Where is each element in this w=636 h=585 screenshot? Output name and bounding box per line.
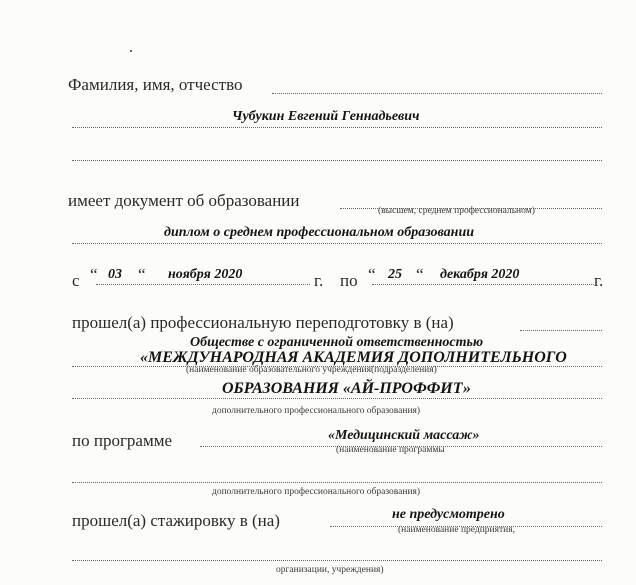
program-value: «Медицинский массаж» xyxy=(328,428,480,443)
period-to-underline xyxy=(372,284,594,285)
period-from-quote-open: “ xyxy=(90,265,98,284)
education-label: имеет документ об образовании xyxy=(68,191,300,210)
education-hint: (высшем, среднем профессиональном) xyxy=(378,206,535,216)
internship-label: прошел(а) стажировку в (на) xyxy=(72,511,280,530)
retraining-hint1: (наименование образовательного учреждения(подразделения) xyxy=(186,365,437,375)
fio-value: Чубукин Евгений Геннадьевич xyxy=(232,109,420,124)
retraining-underline xyxy=(520,330,602,331)
fio-underline xyxy=(272,93,602,94)
period-from-month-year: ноября 2020 xyxy=(168,267,243,282)
program-hint1: (наименование программы xyxy=(336,445,445,455)
fio-line-3 xyxy=(72,160,602,161)
period-year-suffix-2: г. xyxy=(594,271,604,290)
period-from-prefix: с xyxy=(72,271,80,290)
program-line-2 xyxy=(72,482,602,483)
scan-speck xyxy=(130,50,132,52)
fio-label: Фамилия, имя, отчество xyxy=(68,75,243,94)
program-label: по программе xyxy=(72,431,173,450)
internship-hint2: организации, учреждения) xyxy=(276,565,384,575)
period-to-day: 25 xyxy=(388,267,402,282)
education-value: диплом о среднем профессиональном образовании xyxy=(164,225,475,240)
internship-line-2 xyxy=(72,560,602,561)
retraining-org-line1: Обществе с ограниченной ответственностью xyxy=(190,335,484,350)
retraining-org-line3-underline xyxy=(72,398,602,399)
retraining-label: прошел(а) профессиональную переподготовку в (на) xyxy=(72,313,454,332)
retraining-org-line2: «МЕЖДУНАРОДНАЯ АКАДЕМИЯ ДОПОЛНИТЕЛЬНОГО xyxy=(140,349,567,366)
retraining-org-line3: ОБРАЗОВАНИЯ «АЙ-ПРОФФИТ» xyxy=(222,380,471,397)
internship-hint1: (наименование предприятия, xyxy=(398,525,515,535)
period-from-quote-close: “ xyxy=(138,265,146,284)
internship-value: не предусмотрено xyxy=(392,507,505,522)
retraining-hint2: дополнительного профессионального образования) xyxy=(212,406,421,416)
fio-line-2 xyxy=(72,127,602,128)
period-to-prefix: по xyxy=(340,271,358,290)
period-to-quote-close: “ xyxy=(416,265,424,284)
education-line-2 xyxy=(72,243,602,244)
period-year-suffix-1: г. xyxy=(314,271,324,290)
period-to-quote-open: “ xyxy=(368,265,376,284)
period-from-underline xyxy=(96,284,310,285)
period-from-day: 03 xyxy=(108,267,122,282)
program-hint2: дополнительного профессионального образования) xyxy=(212,487,421,497)
period-to-month-year: декабря 2020 xyxy=(440,267,520,282)
